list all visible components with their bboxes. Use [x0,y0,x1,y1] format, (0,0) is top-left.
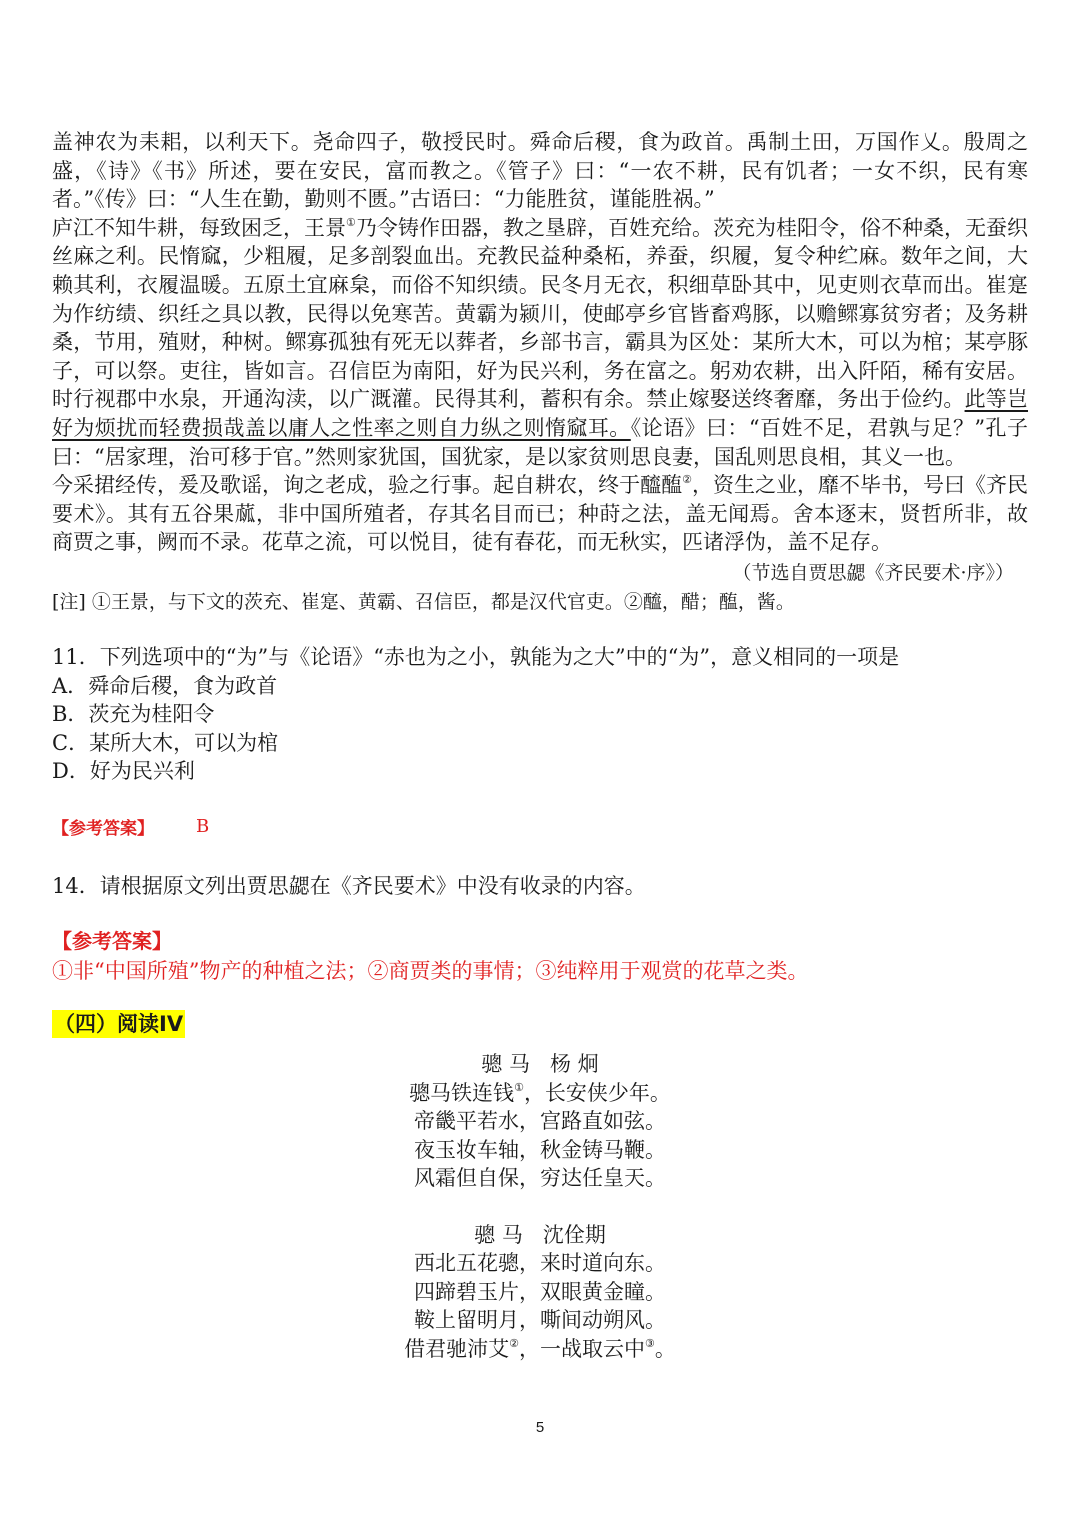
passage-text: 今采捃经传，爰及歌谣，询之老成，验之行事。起自耕农，终于醯醢 [52,473,683,498]
question-11-option-a: A．舜命后稷，食为政首 [52,673,278,698]
poem-text: ，一战取云中 [519,1336,645,1361]
question-14-stem: 14．请根据原文列出贾思勰在《齐民要术》中没有收录的内容。 [52,873,646,898]
question-14-answer: ①非“中国所殖”物产的种植之法；②商贾类的事情；③纯粹用于观赏的花草之类。 [52,959,809,984]
poem-1-line-3: 夜玉妆车轴，秋金铸马鞭。 [414,1137,666,1162]
footnote-marker: ② [509,1336,519,1350]
footnote-marker: ① [514,1080,524,1094]
question-11-answer [52,812,1028,842]
question-11-option-b: B．茨充为桂阳令 [52,702,215,727]
passage-text: ，资生之业，靡不毕书，号曰《齐民要术》。其有五谷果蓏，非中国所殖者，存其名目而已；种莳之法，盖无闻焉。舍本逐末，贤哲所非，故商贾之事，阙而不录。花草之流，可以悦目，徒有春花，而无秋实，匹诸浮伪，盖不足存。 [52,473,1029,555]
passage-source: （节选自贾思勰《齐民要术·序》） [732,561,1014,584]
underlined-sentence: 此等岂好为烦扰而轻费损哉盖以庸人之性率之则自力纵之则惰窳耳。 [52,387,1029,440]
poem-1-line-2: 帝畿平若水，宫路直如弦。 [414,1109,666,1134]
question-11-stem: 11．下列选项中的“为”与《论语》“赤也为之小，孰能为之大”中的“为”，意义相同的一项是 [52,644,900,669]
section-heading: （四）阅读IV [54,1012,184,1037]
poem-text: 。 [654,1336,676,1361]
passage-paragraph-1 [52,128,1028,214]
poem-2-line-1: 西北五花骢，来时道向东。 [414,1251,666,1276]
footnote-marker: ③ [645,1336,655,1350]
poem-text: 借君驰沛艾 [404,1336,510,1361]
passage-paragraph-3 [52,471,1028,557]
poem-2-title: 骢 马 沈佺期 [474,1222,606,1247]
passage-text: 盖神农为耒耜，以利天下。尧命四子，敬授民时。舜命后稷，食为政首。禹制土田，万国作乂。殷周之盛，《诗》《书》所述，要在安民，富而教之。《管子》曰：“一农不耕，民有饥者；一女不织，民有寒者。”《传》曰：“人生在勤，勤则不匮。”古语曰：“力能胜贫，谨能胜祸。” [52,130,1028,212]
document-page [52,128,1028,1363]
page-number: 5 [535,1419,545,1436]
answer-value: B [196,816,210,838]
poem-text: ，长安侠少年。 [523,1080,671,1105]
footnote-marker: ② [682,473,692,487]
question-11-option-d: D．好为民兴利 [52,759,195,784]
answer-label: 【参考答案】 [52,929,172,954]
poem-2-line-2: 四蹄碧玉片，双眼黄金瞳。 [414,1279,666,1304]
footnote-marker: ① [346,215,356,229]
passage-text: 《论语》曰：“百姓不足，君孰与足？”孔子曰：“居家理，治可移于官。”然则家犹国，国犹家，是以家贫则思良妻，国乱则思良相，其义一也。 [52,415,1028,469]
poem-2-line-4 [52,1335,1028,1364]
poem-1-line-1 [52,1079,1028,1108]
question-11-option-c: C．某所大木，可以为棺 [52,730,279,755]
passage-paragraph-2 [52,214,1028,471]
answer-label: 【参考答案】 [52,819,154,840]
passage-text: 庐江不知牛耕，每致困乏，王景 [52,215,347,240]
poem-2-line-3: 鞍上留明月，嘶间动朔风。 [414,1308,666,1333]
poem-1-line-4: 风霜但自保，穷达任皇天。 [414,1166,666,1191]
passage-text: 乃令铸作田器，教之垦辟，百姓充给。茨充为桂阳令，俗不种桑，无蚕织丝麻之利。民惰窳，少粗履，足多剖裂血出。充教民益种桑柘，养蚕，织履，复令种纻麻。数年之间，大赖其利，衣履温暖。五原土宜麻枲，而俗不知织绩。民冬月无衣，积细草卧其中，见吏则衣草而出。崔寔为作纺绩、织纴之具以教，民得以免寒苦。黄霸为颍川，使邮亭乡官皆畜鸡豚，以赡鳏寡贫穷者；及务耕桑，节用，殖财，种树。鳏寡孤独有死无以葬者，乡部书言，霸具为区处：某所大木，可以为棺；某亭豚子，可以祭。吏往，皆如言。召信臣为南阳，好为民兴利，务在富之。躬劝农耕，出入阡陌，稀有安居。时行视郡中水泉，开通沟渎，以广溉灌。民得其利，蓄积有余。禁止嫁娶送终奢靡，务出于俭约。 [52,215,1029,412]
poem-1-title: 骢 马 杨 炯 [481,1052,599,1077]
passage-note: [注] ①王景，与下文的茨充、崔寔、黄霸、召信臣，都是汉代官吏。②醯，醋；醢，酱。 [52,590,795,613]
poem-text: 骢马铁连钱 [409,1080,515,1105]
